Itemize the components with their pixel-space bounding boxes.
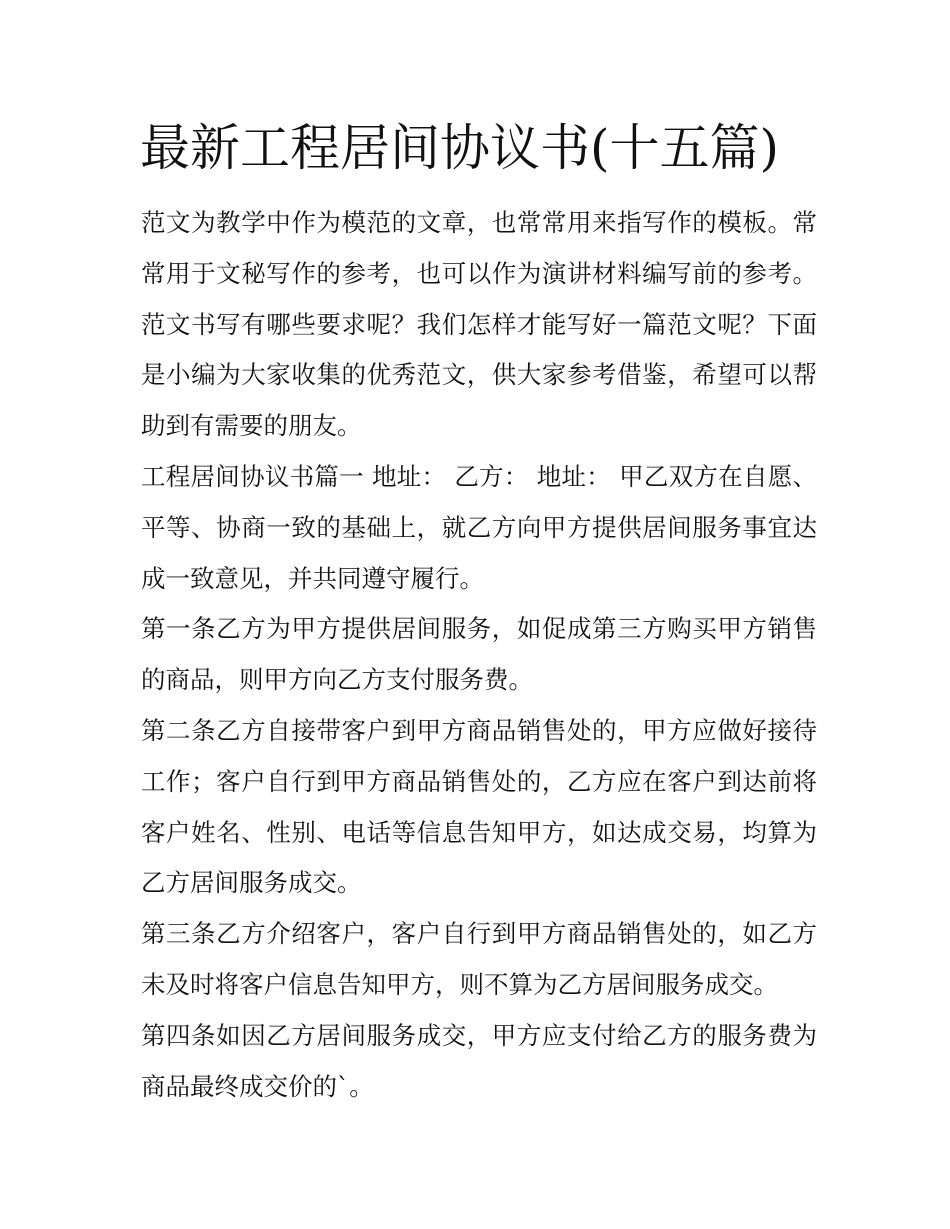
document-body (141, 198, 817, 1112)
paragraph-intro: 范文为教学中作为模范的文章，也常常用来指写作的模板。常常用于文秘写作的参考，也可以作为演讲材料编写前的参考。范文书写有哪些要求呢？我们怎样才能写好一篇范文呢？下面是小编为大家收集的优秀范文，供大家参考借鉴，希望可以帮助到有需要的朋友。 (141, 208, 817, 441)
paragraph-article-2: 第二条乙方自接带客户到甲方商品销售处的，甲方应做好接待工作；客户自行到甲方商品销售处的，乙方应在客户到达前将客户姓名、性别、电话等信息告知甲方，如达成交易，均算为乙方居间服务成交。 (141, 715, 817, 898)
paragraph-agreement-parties: 工程居间协议书篇一 地址： 乙方： 地址： 甲乙双方在自愿、平等、协商一致的基础上，就乙方向甲方提供居间服务事宜达成一致意见，并共同遵守履行。 (141, 461, 817, 593)
paragraph-article-4: 第四条如因乙方居间服务成交，甲方应支付给乙方的服务费为商品最终成交价的`。 (141, 1020, 817, 1101)
paragraph-article-1: 第一条乙方为甲方提供居间服务，如促成第三方购买甲方销售的商品，则甲方向乙方支付服务费。 (141, 614, 817, 695)
document-title: 最新工程居间协议书(十五篇) (140, 119, 780, 177)
paragraph-article-3: 第三条乙方介绍客户，客户自行到甲方商品销售处的，如乙方未及时将客户信息告知甲方，则不算为乙方居间服务成交。 (141, 919, 817, 999)
